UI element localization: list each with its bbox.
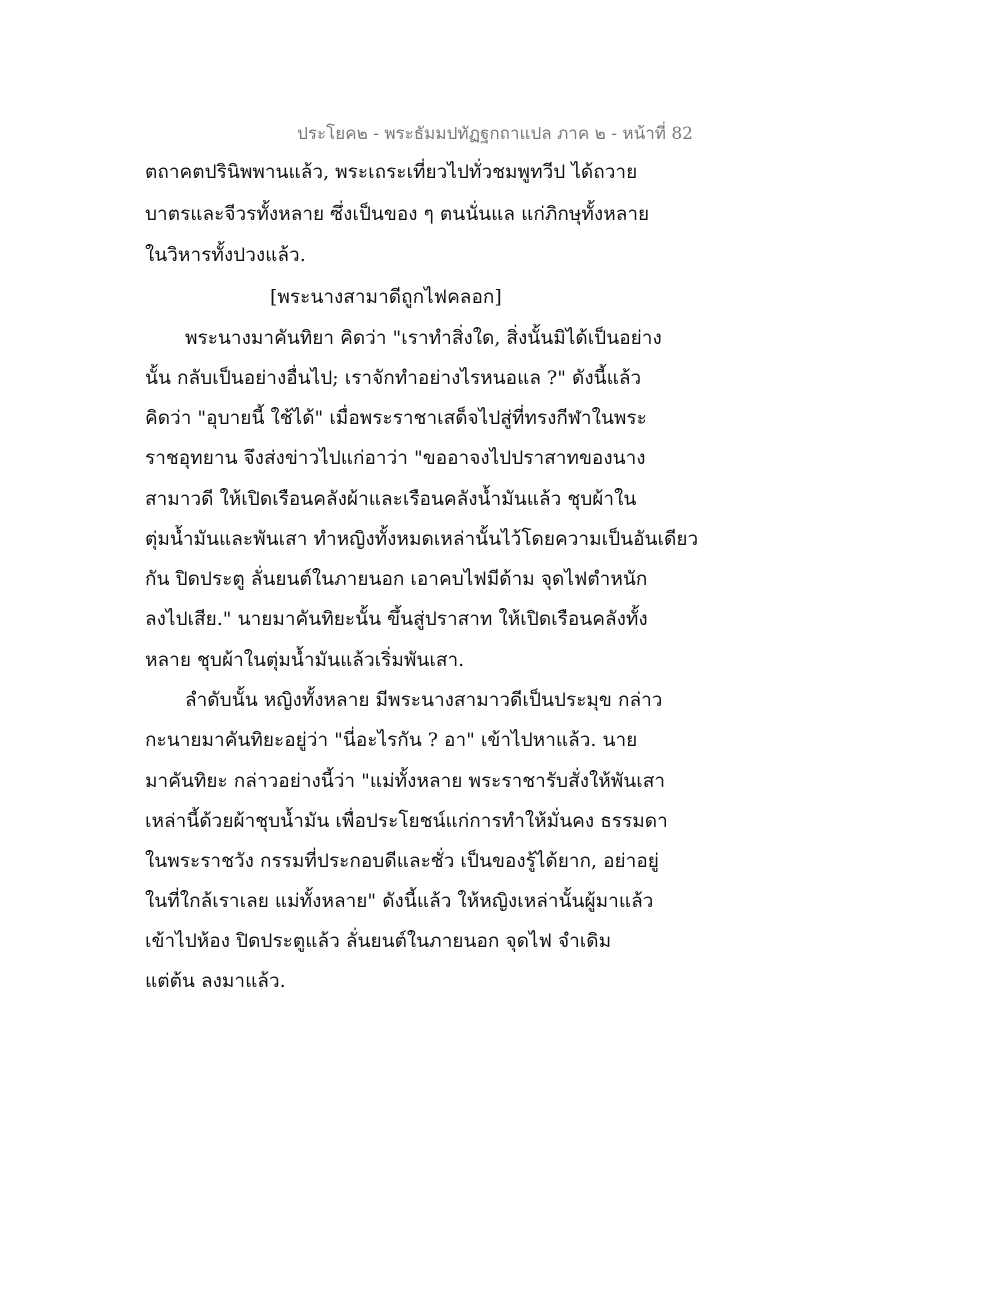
body-line: คิดว่า "อุบายนี้ ใช้ได้" เมื่อพระราชาเสด็จไปสู่ที่ทรงกีฬาในพระ bbox=[145, 407, 647, 429]
body-line: ลำดับนั้น หญิงทั้งหลาย มีพระนางสามาวดีเป็นประมุข กล่าว bbox=[185, 689, 663, 711]
body-line: บาตรและจีวรทั้งหลาย ซึ่งเป็นของ ๆ ตนนั่นแล แก่ภิกษุทั้งหลาย bbox=[145, 203, 650, 225]
body-line: พระนางมาคันทิยา คิดว่า "เราทำสิ่งใด, สิ่งนั้นมิได้เป็นอย่าง bbox=[185, 327, 662, 349]
page-header: ประโยค๒ - พระธัมมปทัฏฐกถาแปล ภาค ๒ - หน้าที่ 82 bbox=[297, 124, 693, 144]
body-line: ในวิหารทั้งปวงแล้ว. bbox=[145, 244, 306, 266]
body-line: หลาย ชุบผ้าในตุ่มน้ำมันแล้วเริ่มพันเสา. bbox=[145, 649, 465, 671]
body-line: กัน ปิดประตู ลั่นยนต์ในภายนอก เอาคบไฟมีด้าม จุดไฟตำหนัก bbox=[145, 568, 648, 590]
body-line: แต่ต้น ลงมาแล้ว. bbox=[145, 970, 286, 992]
body-line: ราชอุทยาน จึงส่งข่าวไปแก่อาว่า "ขออาจงไปปราสาทของนาง bbox=[145, 447, 646, 469]
body-line: กะนายมาคันทิยะอยู่ว่า "นี่อะไรกัน ? อา" เข้าไปหาแล้ว. นาย bbox=[145, 729, 638, 751]
body-line: ลงไปเสีย." นายมาคันทิยะนั้น ขึ้นสู่ปราสาท ให้เปิดเรือนคลังทั้ง bbox=[145, 608, 648, 630]
body-line: ในพระราชวัง กรรมที่ประกอบดีและชั่ว เป็นของรู้ได้ยาก, อย่าอยู่ bbox=[145, 850, 659, 872]
body-line: ในที่ใกล้เราเลย แม่ทั้งหลาย" ดังนี้แล้ว ให้หญิงเหล่านั้นผู้มาแล้ว bbox=[145, 890, 654, 912]
body-line: สามาวดี ให้เปิดเรือนคลังผ้าและเรือนคลังน้ำมันแล้ว ชุบผ้าใน bbox=[145, 488, 637, 510]
body-line: เหล่านี้ด้วยผ้าชุบน้ำมัน เพื่อประโยชน์แก่การทำให้มั่นคง ธรรมดา bbox=[145, 810, 668, 832]
body-line: เข้าไปห้อง ปิดประตูแล้ว ลั่นยนต์ในภายนอก จุดไฟ จำเดิม bbox=[145, 930, 612, 952]
body-line: นั้น กลับเป็นอย่างอื่นไป; เราจักทำอย่างไรหนอแล ?" ดังนี้แล้ว bbox=[145, 367, 642, 389]
body-line: ตุ่มน้ำมันและพันเสา ทำหญิงทั้งหมดเหล่านั้นไว้โดยความเป็นอันเดียว bbox=[145, 528, 699, 550]
body-line: มาคันทิยะ กล่าวอย่างนี้ว่า "แม่ทั้งหลาย พระราชารับสั่งให้พันเสา bbox=[145, 770, 666, 792]
body-line: ตถาคตปรินิพพานแล้ว, พระเถระเที่ยวไปทั่วชมพูทวีป ได้ถวาย bbox=[145, 161, 638, 183]
section-heading: [พระนางสามาดีถูกไฟคลอก] bbox=[270, 286, 502, 308]
